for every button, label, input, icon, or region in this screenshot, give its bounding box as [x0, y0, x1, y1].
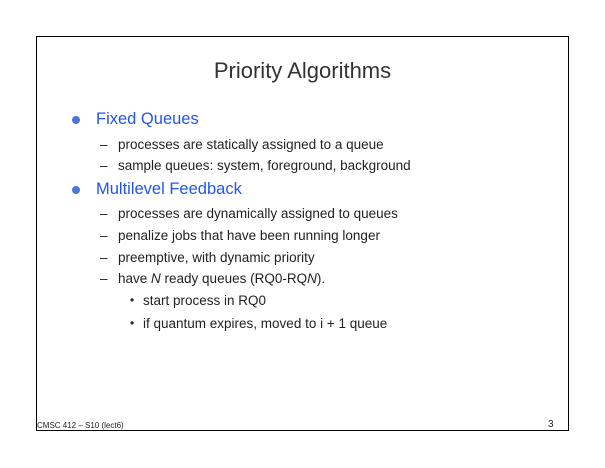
list-item: [100, 137, 384, 152]
list-item: [100, 271, 326, 286]
small-bullet-icon: •: [130, 293, 135, 307]
list-item: [100, 206, 398, 221]
section-heading: Fixed Queues: [96, 110, 199, 128]
list-item: [100, 228, 380, 243]
page-number: 3: [548, 419, 554, 430]
slide-title: Priority Algorithms: [213, 58, 392, 83]
var-n: N: [307, 271, 317, 286]
section-fixed-queues: [96, 110, 199, 129]
small-bullet-icon: •: [130, 316, 135, 330]
sub-list-item-text: start process in RQ0: [143, 293, 267, 308]
bullet-icon: [72, 186, 80, 194]
list-item-text: processes are dynamically assigned to queues: [118, 206, 398, 221]
list-item-text: sample queues: system, foreground, background: [118, 158, 411, 173]
section-heading: Multilevel Feedback: [96, 180, 242, 198]
sub-list-item: [130, 293, 267, 308]
dash-icon: –: [100, 137, 108, 152]
list-item-text: processes are statically assigned to a queue: [118, 137, 384, 152]
dash-icon: –: [100, 158, 108, 173]
sub-list-item-text: if quantum expires, moved to i + 1 queue: [143, 316, 388, 331]
bullet-icon: [72, 116, 80, 124]
var-n: N: [151, 271, 161, 286]
sub-list-item: [130, 316, 388, 331]
text-middle: ready queues (RQ0-RQ: [160, 271, 308, 286]
dash-icon: –: [100, 271, 108, 286]
dash-icon: –: [100, 206, 108, 221]
section-multilevel-feedback: [96, 180, 242, 199]
text-have: have: [118, 271, 152, 286]
list-item: [100, 158, 411, 173]
list-item-text: penalize jobs that have been running longer: [118, 228, 380, 243]
text-suffix: ).: [316, 271, 326, 286]
dash-icon: –: [100, 250, 108, 265]
list-item: [100, 250, 315, 265]
footer-course-label: CMSC 412 – S10 (lect6): [37, 421, 124, 430]
dash-icon: –: [100, 228, 108, 243]
list-item-text: preemptive, with dynamic priority: [118, 250, 315, 265]
